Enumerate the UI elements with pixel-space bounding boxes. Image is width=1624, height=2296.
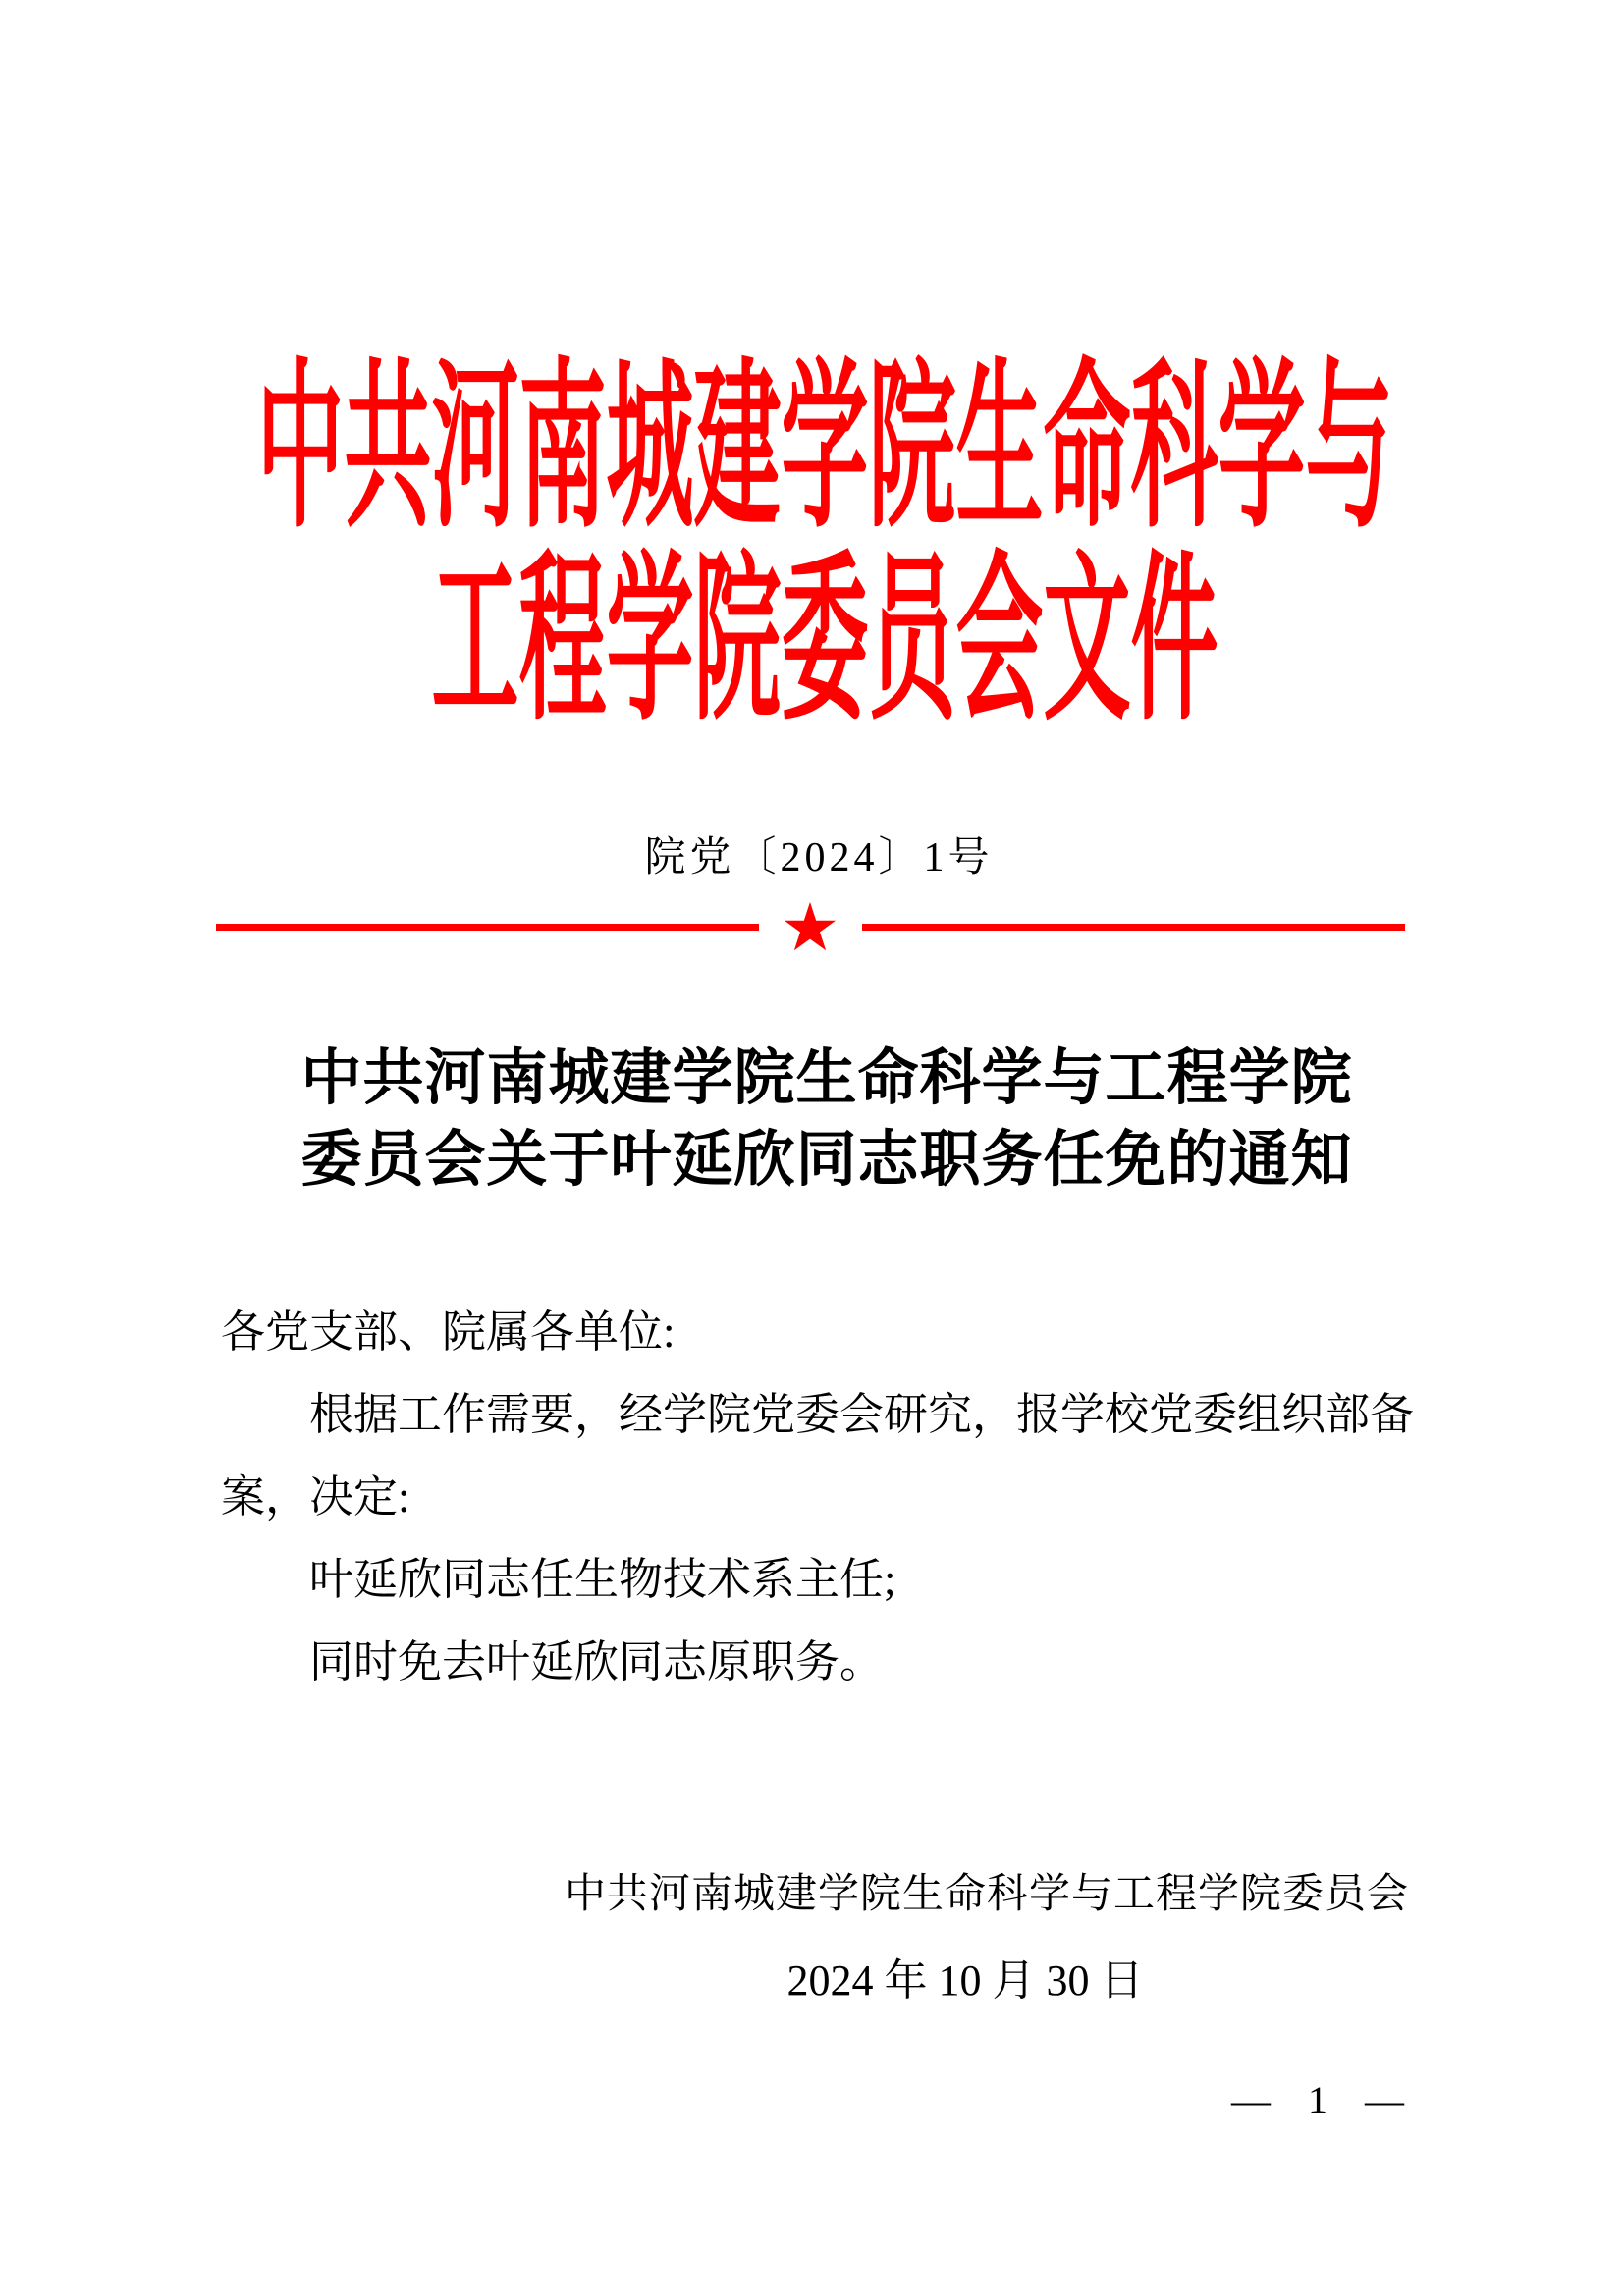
red-rule-left-segment [216,924,759,931]
body-salutation-line: 各党支部、院属各单位: [221,1308,676,1357]
red-rule-right-segment [862,924,1405,931]
document-body [221,1291,1423,1703]
letterhead-org-title-line2: 工程学院委员会文件 [431,543,1218,743]
page-number-left-dash: — [1231,2078,1271,2122]
signature-date: 2024 年 10 月 30 日 [786,1956,1144,2004]
document-title [0,1039,1624,1201]
document-number: 院党〔2024〕1号 [644,835,994,881]
page-number-right-dash: — [1365,2078,1404,2122]
page-number [1231,2077,1404,2124]
page-number-value: 1 [1308,2078,1327,2122]
signature-organization: 中共河南城建学院生命科学与工程学院委员会 [564,1872,1409,1917]
body-paragraph-line-1: 根据工作需要，经学院党委会研究，报学校党委组织部备 [309,1390,1415,1439]
body-appointment-line: 叶延欣同志任生物技术系主任; [309,1555,896,1604]
star-icon: ★ [780,889,840,967]
document-title-line1: 中共河南城建学院生命科学与工程学院 [300,1045,1353,1112]
body-removal-line: 同时免去叶延欣同志原职务。 [309,1637,885,1686]
body-paragraph-line-2: 案，决定: [221,1472,410,1522]
letterhead-org-title-line1: 中共河南城建学院生命科学与 [256,350,1393,551]
document-title-line2: 委员会关于叶延欣同志职务任免的通知 [300,1127,1353,1194]
